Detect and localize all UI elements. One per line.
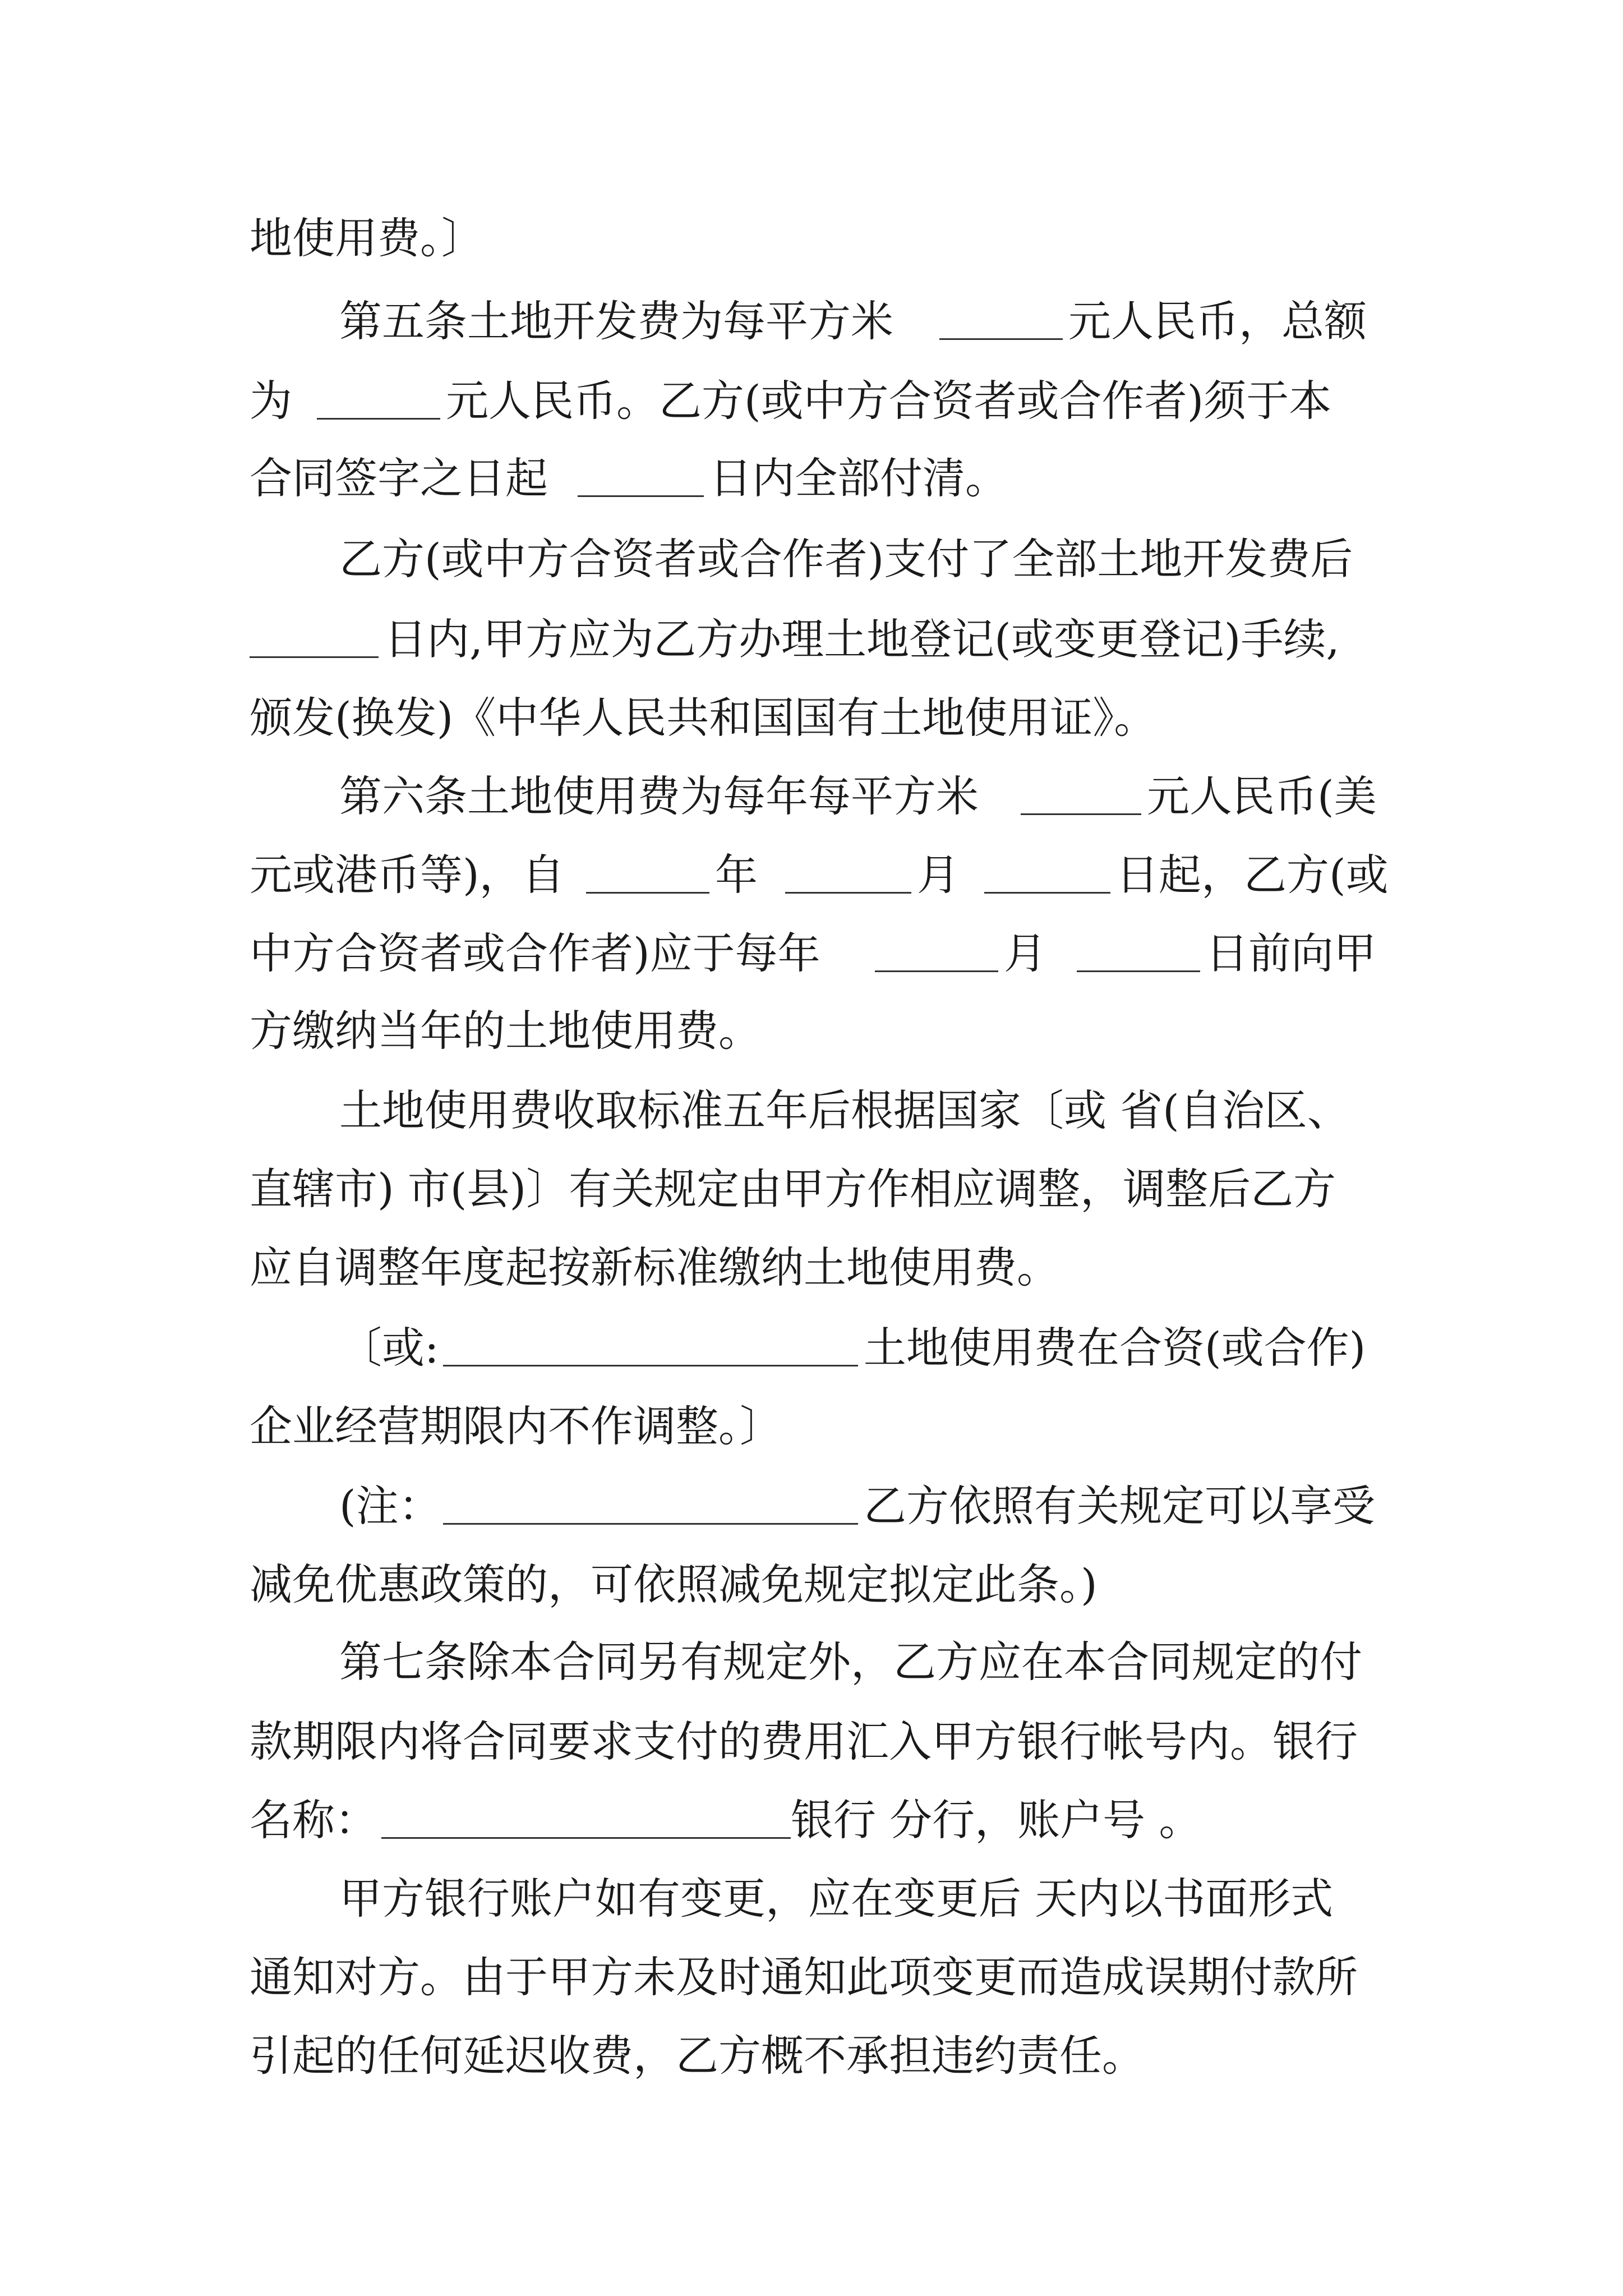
text-segment: 企业经营期限内不作调整。〕 (250, 1401, 782, 1451)
text-segment: 元人民币，总额 (1068, 296, 1367, 346)
text-line (0, 1228, 1623, 1307)
text-segment: 银行 分行，账户号 。 (791, 1795, 1202, 1845)
text-segment: 合同签字之日起 (250, 453, 548, 503)
fill-in-blank (939, 303, 1063, 340)
text-segment: 通知对方。由于甲方未及时通知此项变更而造成误期付款所 (250, 1952, 1358, 2002)
text-segment: 元或港币等)，自 (250, 850, 565, 900)
text-segment: 为 (250, 376, 292, 426)
text-line (0, 1703, 1623, 1781)
fill-in-blank (317, 383, 440, 420)
text-segment: 月 (917, 850, 960, 900)
text-line (0, 520, 1623, 599)
fill-in-blank (785, 857, 911, 894)
text-segment: 元人民币。乙方(或中方合资者或合作者)须于本 (446, 376, 1332, 426)
text-line (0, 836, 1623, 914)
text-line (0, 282, 1623, 361)
text-line (0, 1781, 1623, 1860)
text-segment: 乙方依照有关规定可以享受 (864, 1481, 1375, 1531)
text-segment: 颁发(换发)《中华人民共和国国有土地使用证》。 (250, 693, 1157, 743)
text-line (0, 1071, 1623, 1150)
text-segment: 方缴纳当年的土地使用费。 (250, 1006, 761, 1056)
text-line (0, 757, 1623, 836)
text-line (0, 600, 1623, 679)
fill-in-blank (875, 936, 998, 972)
text-segment: 甲方银行账户如有变更，应在变更后 天内以书面形式 (339, 1874, 1334, 1924)
text-line (0, 1545, 1623, 1624)
fill-in-blank (250, 622, 379, 658)
text-segment: 直辖市) 市(县)〕有关规定由甲方作相应调整，调整后乙方 (250, 1164, 1336, 1214)
text-segment: 元人民币(美 (1147, 771, 1377, 821)
text-segment: 日前向甲 (1206, 928, 1376, 978)
text-segment: 第六条土地使用费为每年每平方米 (339, 771, 979, 821)
text-segment: 年 (715, 850, 758, 900)
text-line (0, 679, 1623, 757)
text-line (0, 1387, 1623, 1466)
fill-in-blank (586, 857, 709, 894)
fill-in-blank (381, 1802, 791, 1839)
text-segment: 土地使用费在合资(或合作) (864, 1323, 1366, 1373)
fill-in-blank (984, 857, 1110, 894)
text-line (0, 1938, 1623, 2017)
text-line (0, 1467, 1623, 1545)
text-segment: 日内全部付清。 (709, 453, 1008, 503)
text-segment: 土地使用费收取标准五年后根据国家〔或 省(自治区、 (339, 1085, 1350, 1135)
text-segment: 款期限内将合同要求支付的费用汇入甲方银行帐号内。银行 (250, 1717, 1358, 1766)
text-segment: 中方合资者或合作者)应于每年 (250, 928, 820, 978)
text-segment: 减免优惠政策的，可依照减免规定拟定此条。) (250, 1559, 1098, 1609)
text-segment: 应自调整年度起按新标准缴纳土地使用费。 (250, 1243, 1059, 1292)
text-segment: 月 (1004, 928, 1046, 978)
text-line (0, 362, 1623, 440)
text-segment: 乙方(或中方合资者或合作者)支付了全部土地开发费后 (339, 534, 1353, 584)
text-segment: 〔或: (339, 1323, 439, 1373)
text-line (0, 1150, 1623, 1228)
text-line (0, 1309, 1623, 1387)
fill-in-blank (443, 1488, 858, 1525)
text-segment: 引起的任何延迟收费，乙方概不承担违约责任。 (250, 2031, 1145, 2081)
text-line (0, 1623, 1623, 1701)
fill-in-blank (578, 461, 704, 497)
text-line (0, 1860, 1623, 1938)
fill-in-blank (443, 1330, 858, 1366)
text-line (0, 2017, 1623, 2095)
text-line (0, 439, 1623, 518)
text-segment: 地使用费。〕 (250, 213, 484, 263)
text-segment: 第五条土地开发费为每平方米 (339, 296, 893, 346)
fill-in-blank (1021, 779, 1141, 815)
text-line (0, 914, 1623, 993)
text-segment: (注： (339, 1481, 441, 1531)
text-line (0, 992, 1623, 1070)
fill-in-blank (1077, 936, 1200, 972)
text-segment: 名称： (250, 1795, 377, 1845)
text-segment: 日内,甲方应为乙方办理土地登记(或变更登记)手续, (384, 614, 1340, 664)
text-segment: 日起，乙方(或 (1116, 850, 1389, 900)
text-segment: 第七条除本合同另有规定外，乙方应在本合同规定的付 (339, 1637, 1362, 1687)
text-line (0, 199, 1623, 278)
